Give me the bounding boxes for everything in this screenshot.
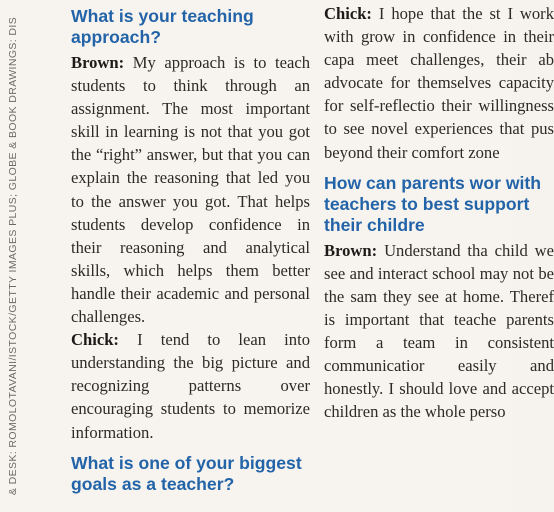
question-heading-teaching-approach: What is your teaching approach?: [71, 6, 254, 47]
right-column: [324, 2, 554, 423]
left-column: [71, 6, 310, 498]
speaker-label-brown: Brown:: [71, 53, 125, 72]
answer-brown-teaching-approach: [71, 51, 310, 328]
answer-text: I hope that the st I work with grow in confidence in their capa meet challenges, their ab advocate for themselves capacity for self-reflectio their willingness to see novel experiences that pus beyond their comfort zone: [324, 4, 554, 162]
section-gap: [71, 444, 310, 453]
answer-chick-goals: [324, 2, 554, 164]
answer-chick-teaching-approach: [71, 328, 310, 443]
photo-credit: [2, 0, 24, 512]
answer-brown-parents-teachers: [324, 239, 554, 424]
question-heading-parents-teachers: How can parents wor with teachers to best support their childre: [324, 172, 542, 235]
answer-text: My approach is to teach students to think through an assignment. The most important skill in learning is not that you got the “right” answer, but that you can explain the reasoning that led you to the answer you got. That helps students develop confidence in their reasoning and analytical skills, which helps them better handle their academic and personal challenges.: [71, 53, 311, 327]
speaker-label-brown: Brown:: [324, 240, 378, 260]
speaker-label-chick: Chick:: [71, 330, 119, 350]
speaker-label-chick: Chick:: [324, 4, 372, 23]
photo-credit-text: & DESK: ROMOLOTAVANI/ISTOCK/GETTY IMAGES PLUS; GLOBE & BOOK DRAWINGS: DIS: [7, 16, 19, 496]
answer-text: I tend to lean into understanding the big picture and recognizing patterns over encouraging students to memorize information.: [71, 330, 310, 442]
section-gap: [324, 164, 554, 173]
question-heading-biggest-goals: What is one of your biggest goals as a teacher?: [71, 452, 302, 494]
answer-text: Understand tha child we see and interact school may not be the sam they see at home. Theref is important that teache parents form a team in consistent communicatior easily and honestly. I should love and accept children as the whole perso: [324, 240, 554, 422]
